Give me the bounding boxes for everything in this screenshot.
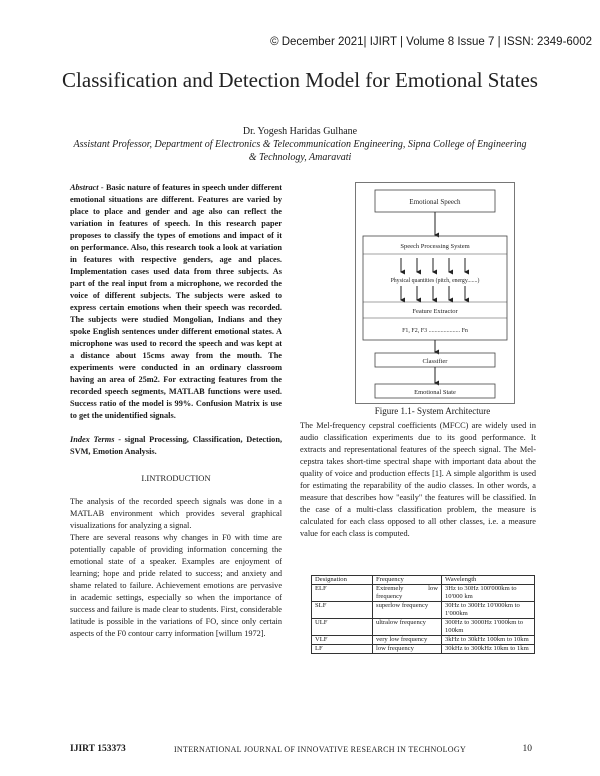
label-emotional-state: Emotional State	[414, 389, 456, 396]
table-row	[312, 645, 535, 654]
cell-wavelength: 30kHz to 300kHz 10km to 1km	[442, 645, 535, 654]
abstract-label: Abstract -	[70, 183, 104, 192]
box-processing-block	[363, 236, 507, 340]
label-features: F1, F2, F3 ..................... Fn	[402, 328, 468, 334]
index-terms-text: - signal Processing, Classification, Detection, SVM, Emotion Analysis.	[70, 435, 283, 456]
header-wavelength: Wavelength	[442, 576, 535, 585]
right-column	[300, 420, 536, 540]
footer-page-number: 10	[522, 744, 532, 754]
table-row	[312, 602, 535, 619]
index-terms-label: Index Terms	[70, 435, 115, 444]
cell-wavelength: 300Hz to 3000Hz 1'000km to 100km	[442, 619, 535, 636]
system-architecture-figure	[355, 182, 515, 404]
left-column	[70, 182, 282, 640]
figure-caption: Figure 1.1- System Architecture	[374, 406, 491, 416]
label-processing-system: Speech Processing System	[400, 243, 470, 250]
footer-paper-id: IJIRT 153373	[70, 744, 126, 754]
label-feature-extractor: Feature Extractor	[412, 308, 458, 315]
cell-designation: ELF	[312, 585, 373, 602]
label-emotional-speech: Emotional Speech	[409, 198, 461, 206]
table-row	[312, 636, 535, 645]
index-terms	[70, 434, 282, 458]
label-classifier: Classifier	[422, 358, 448, 365]
cell-designation: LF	[312, 645, 373, 654]
intro-paragraph-1: The analysis of the recorded speech signals was done in a MATLAB environment which provides several graphical visualizations for analyzing a signal.	[70, 497, 282, 530]
cell-designation: SLF	[312, 602, 373, 619]
cell-frequency: ultralow frequency	[373, 619, 442, 636]
table-header-row	[312, 576, 535, 585]
cell-frequency: low frequency	[373, 645, 442, 654]
table-row	[312, 585, 535, 602]
paper-title: Classification and Detection Model for Emotional States	[62, 68, 538, 92]
table-row	[312, 619, 535, 636]
mfcc-paragraph: The Mel-frequency cepstral coefficients (MFCC) are widely used in audio classification experiments due to its good performance. It extracts and representational features of the speech signal. The Mel-cepstra takes short-time spectral shape with important data about the quality of voice and production effects [1]. A simple algorithm is used for estimating the reparability of the audio classes. In other words, a measure that describes how "easily" the features will be classified. In the case of a multi-class classification problem, the measure is calculated for each class opposed to all other classes, i.e. a measure value for each class is computed.	[300, 421, 536, 538]
header-frequency: Frequency	[373, 576, 442, 585]
abstract	[70, 182, 282, 422]
author-name: Dr. Yogesh Haridas Gulhane	[242, 126, 358, 137]
intro-paragraph-2: There are several reasons why changes in F0 with time are potentially capable of providing information concerning the emotional state of a speaker. Examples are enjoyment of learning; hope and pride related to success; and anxiety and shame related to failure. Achievement emotions are pervasive in academic settings, especially so when the importance of success and failure is made clear to students. First, considerable latitude is possible in the variations of FO, since only certain aspects of the F0 contour carry information [willum 1972].	[70, 533, 282, 638]
cell-frequency: very low frequency	[373, 636, 442, 645]
frequency-band-table	[311, 575, 535, 654]
cell-wavelength: 3kHz to 30kHz 100km to 10km	[442, 636, 535, 645]
header-designation: Designation	[312, 576, 373, 585]
journal-header: © December 2021| IJIRT | Volume 8 Issue 7 | ISSN: 2349-6002	[270, 36, 592, 48]
cell-designation: VLF	[312, 636, 373, 645]
author-affiliation: Assistant Professor, Department of Electronics & Telecommunication Engineering, Sipna College of Engineering & Technology, Amaravati	[73, 139, 527, 163]
footer-journal-name: INTERNATIONAL JOURNAL OF INNOVATIVE RESEARCH IN TECHNOLOGY	[173, 745, 467, 754]
cell-wavelength: 3Hz to 30Hz 100'000km to 10'000 km	[442, 585, 535, 602]
cell-wavelength: 30Hz to 300Hz 10'000km to 1'000km	[442, 602, 535, 619]
section-title: I.INTRODUCTION	[141, 473, 211, 483]
abstract-text: Basic nature of features in speech under different emotional situations are different. Features are varied by place to place and gender and age also can reflect the variation in features of speech. In this research paper proposes to classify the types of emotions and impact of it on performance. Also, this research took a look at variation in features with respective genders, age and places. Implementation cases used data from three subjects. As part of the real input from a microphone, we recorded the voice of different subjects. The subjects were asked to express certain emotions when their speech was recorded. The subjects were studied Mongolian, Indians and they spoke English sentences under different emotional states. A microphone was used to record the speech and was kept at a distance about 15cms away from the mouth. The experiments were conducted in an ordinary classroom having an area of 25m2. For extracting features from the recorded speech segments, MATLAB functions were used. Success ratio of the model is 99%. Confusion Matrix is use to get the unidentified signals.	[70, 183, 283, 420]
cell-frequency: Extremely low frequency	[373, 585, 442, 602]
cell-designation: ULF	[312, 619, 373, 636]
cell-frequency: superlow frequency	[373, 602, 442, 619]
label-physical-quantities: Physical quantities (pitch, energy.......)	[390, 278, 480, 284]
